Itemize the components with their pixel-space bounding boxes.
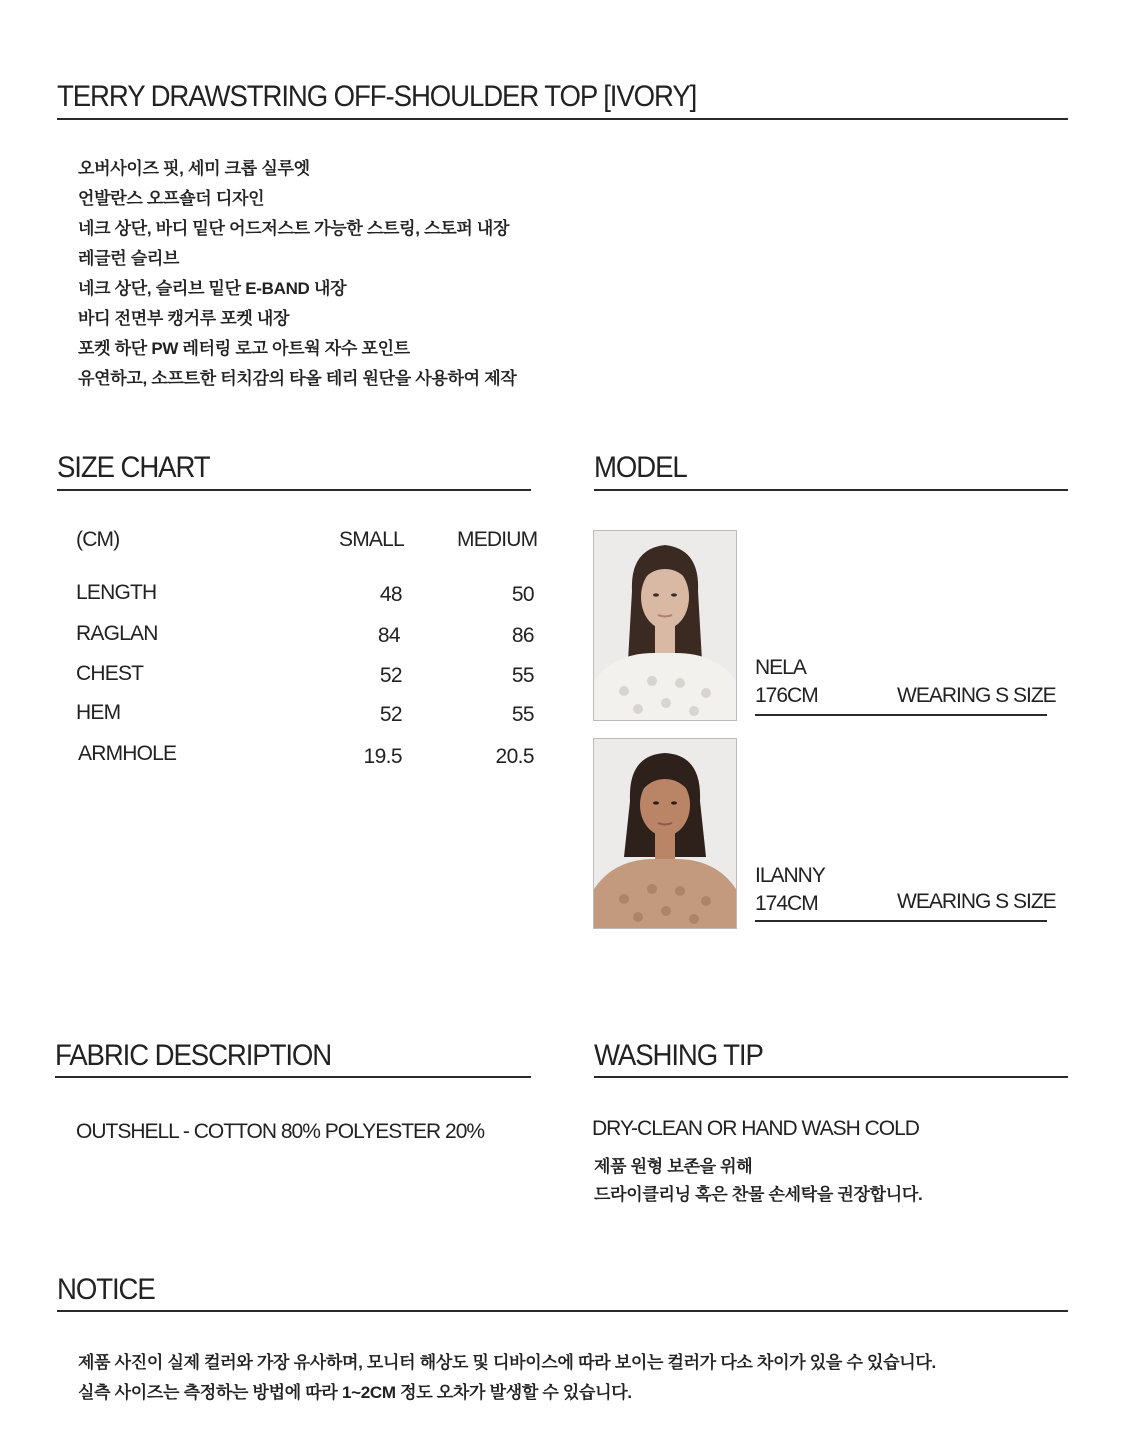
notice-line: 제품 사진이 실제 컬러와 가장 유사하며, 모니터 해상도 및 디바이스에 따라 보이는 컬러가 다소 차이가 있을 수 있습니다. [78, 1353, 936, 1372]
washing-heading: WASHING TIP [594, 1039, 763, 1072]
fabric-composition: OUTSHELL - COTTON 80% POLYESTER 20% [76, 1120, 485, 1143]
washing-divider [594, 1076, 1068, 1078]
unit-label: (CM) [76, 528, 120, 551]
title-divider [57, 118, 1068, 120]
description-line: 레글런 슬리브 [78, 249, 180, 268]
row-label: LENGTH [76, 581, 157, 604]
small-value: 52 [379, 664, 402, 687]
model-divider [755, 714, 1047, 716]
small-value: 52 [379, 703, 402, 726]
column-header-small: SMALL [339, 528, 404, 551]
washing-note: 제품 원형 보존을 위해 [594, 1157, 753, 1176]
size-chart-divider [57, 489, 531, 491]
model-portrait-icon [594, 739, 736, 928]
row-label: ARMHOLE [78, 742, 177, 765]
medium-value: 20.5 [495, 745, 534, 768]
small-value: 19.5 [363, 745, 402, 768]
description-line: 바디 전면부 캥거루 포켓 내장 [78, 309, 290, 328]
product-title: TERRY DRAWSTRING OFF-SHOULDER TOP [IVORY] [57, 80, 697, 113]
column-header-medium: MEDIUM [457, 528, 538, 551]
model-heading: MODEL [594, 451, 687, 484]
row-label: HEM [76, 701, 121, 724]
description-line: 포켓 하단 PW 레터링 로고 아트웍 자수 포인트 [78, 339, 410, 358]
notice-heading: NOTICE [57, 1273, 155, 1306]
description-line: 언발란스 오프숄더 디자인 [78, 189, 265, 208]
row-label: RAGLAN [76, 622, 158, 645]
description-line: 네크 상단, 슬리브 밑단 E-BAND 내장 [78, 279, 347, 298]
fabric-divider [55, 1076, 531, 1078]
model-wearing-size: WEARING S SIZE [897, 684, 1056, 707]
small-value: 48 [379, 583, 402, 606]
model-portrait-icon [594, 531, 736, 720]
model-divider [755, 920, 1047, 922]
washing-note: 드라이클리닝 혹은 찬물 손세탁을 권장합니다. [594, 1185, 923, 1204]
model-photo [593, 530, 737, 721]
model-name: ILANNY [755, 864, 825, 887]
medium-value: 55 [511, 664, 534, 687]
medium-value: 86 [511, 624, 534, 647]
row-label: CHEST [76, 662, 144, 685]
model-height: 174CM [755, 892, 818, 915]
notice-line: 실측 사이즈는 측정하는 방법에 따라 1~2CM 정도 오차가 발생할 수 있습니다. [78, 1383, 632, 1402]
model-photo [593, 738, 737, 929]
model-height: 176CM [755, 684, 818, 707]
washing-instruction: DRY-CLEAN OR HAND WASH COLD [592, 1117, 919, 1140]
model-wearing-size: WEARING S SIZE [897, 890, 1056, 913]
small-value: 84 [377, 624, 400, 647]
model-name: NELA [755, 656, 806, 679]
medium-value: 50 [511, 583, 534, 606]
description-line: 오버사이즈 핏, 세미 크롭 실루엣 [78, 159, 310, 178]
size-chart-heading: SIZE CHART [57, 451, 210, 484]
notice-divider [57, 1310, 1068, 1312]
model-divider [594, 489, 1068, 491]
description-line: 네크 상단, 바디 밑단 어드저스트 가능한 스트링, 스토퍼 내장 [78, 219, 510, 238]
description-line: 유연하고, 소프트한 터치감의 타올 테리 원단을 사용하여 제작 [78, 369, 517, 388]
medium-value: 55 [511, 703, 534, 726]
fabric-heading: FABRIC DESCRIPTION [55, 1039, 332, 1072]
